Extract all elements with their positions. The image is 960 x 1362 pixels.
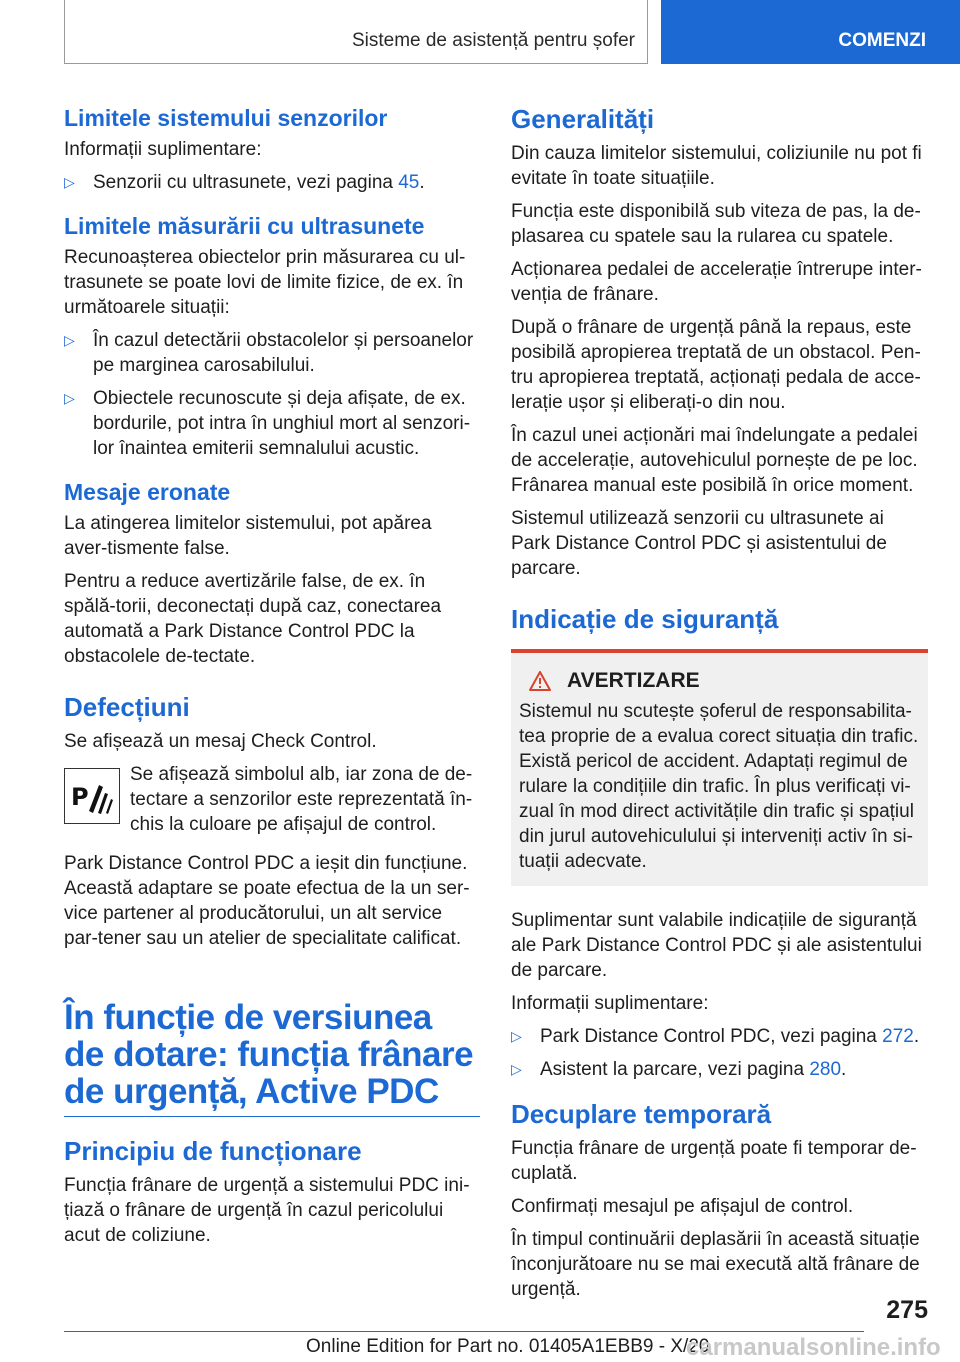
right-column [511,103,928,1310]
list-item-end: . [913,1026,920,1047]
paragraph: Informații suplimentare: [64,139,262,160]
list-item-end: . [841,1059,847,1080]
paragraph: Informații suplimentare: [511,993,709,1014]
header-chapter-label: COMENZI [838,30,926,51]
paragraph: Funcția este disponibilă sub viteza de pas, la de-plasarea cu spatele sau la rularea cu spatele. [511,201,921,247]
list-item-text: Park Distance Control PDC, vezi pagina [540,1026,883,1047]
warning-header [529,669,920,693]
paragraph: Park Distance Control PDC a ieșit din funcțiune. Această adaptare se poate efectua de la un ser-vice partener al producătorului, un alt service par-tener sau un atelier de specialitate calificat. [64,853,470,949]
heading-general: Generalități [511,104,655,134]
paragraph: Pentru a reduce avertizările false, de ex. în spălă-torii, deconectați după caz, conectarea automată a Park Distance Control PDC la obstacolele de-tectate. [64,571,442,667]
svg-text:P: P [71,783,89,811]
page-number: 275 [886,1296,928,1324]
heading-emergency-braking: În funcție de versiunea de dotare: funcția frânare de urgență, Active PDC [64,998,474,1111]
paragraph: Din cauza limitelor sistemului, coliziunile nu pot fi evitate în toate situațiile. [511,143,922,189]
footer-edition: Online Edition for Part no. 01405A1EBB9 - X/20 [306,1336,710,1357]
list-item [64,328,480,378]
page-link-272[interactable]: 272 [882,1026,914,1047]
header-section-box [64,0,648,64]
list-item-text: În cazul detectării obstacolelor și persoanelor pe marginea carosabilului. [93,330,474,376]
heading-malfunctions: Defecțiuni [64,692,190,722]
paragraph: Funcția frânare de urgență a sistemului PDC ini-țiază o frânare de urgență în cazul pericolului acut de coliziune. [64,1175,470,1246]
list-item-text: Obiectele recunoscute și deja afișate, de ex. bordurile, pot intra în unghiul mort al senzori-lor înaintea emiterii semnalului acustic. [93,388,471,459]
park-distance-control-icon [64,768,120,824]
paragraph: Suplimentar sunt valabile indicațiile de siguranță ale Park Distance Control PDC și ale asistentului de parcare. [511,910,922,981]
page-link-45[interactable]: 45 [398,172,420,193]
paragraph: Confirmați mesajul pe afișajul de control. [511,1196,854,1217]
heading-ultrasonic-limits: Limitele măsurării cu ultrasunete [64,213,425,239]
list-item [511,1024,928,1049]
warning-text: Sistemul nu scutește șoferul de responsabilita-tea proprie de a evalua corect situația din trafic. Există pericol de accident. Adaptați regimul de rulare la condițiile din trafic. În plus verificați vi-zual în mod direct activitățile din trafic și spațiul din jurul autovehiculului și interveniți activ în si-tuații adecvate. [519,701,919,872]
pdc-icon-description: Se afișează simbolul alb, iar zona de de-tectare a senzorilor este reprezentată în-chis la culoare pe afișajul de control. [130,764,473,835]
paragraph: La atingerea limitelor sistemului, pot apărea aver-tismente false. [64,513,432,559]
header-chapter-tab [661,0,960,64]
triangle-bullet-icon: ▷ [511,1061,522,1077]
list-item-text: Senzorii cu ultrasunete, vezi pagina [93,172,399,193]
heading-safety-note: Indicație de siguranță [511,604,779,634]
paragraph: După o frânare de urgență până la repaus, este posibilă apropierea treptată de un obstacol. Pen-tru apropierea treptată, acționați pedala de acce-lerație ușor și eliberați-o din nou. [511,317,921,413]
list-item [64,170,480,195]
warning-box [511,649,928,886]
list-item-text: Asistent la parcare, vezi pagina [540,1059,810,1080]
paragraph: Acționarea pedalei de accelerație întrerupe inter-venția de frânare. [511,259,922,305]
bullet-list [64,328,480,461]
paragraph: Recunoașterea obiectelor prin măsurarea cu ul-trasunete se poate lovi de limite fizice, de ex. în următoarele situații: [64,247,466,318]
paragraph: Sistemul utilizează senzorii cu ultrasunete ai Park Distance Control PDC și asistentului de parcare. [511,508,887,579]
footer-rule [64,1331,864,1332]
bullet-list [511,1024,928,1082]
paragraph: Se afișează un mesaj Check Control. [64,731,377,752]
paragraph: În timpul continuării deplasării în această situație înconjurătoare nu se mai execută altă frânare de urgență. [511,1229,920,1300]
warning-title: AVERTIZARE [567,669,700,692]
watermark: carmanualsonline.info [686,1334,941,1361]
heading-sensor-limits: Limitele sistemului senzorilor [64,105,388,131]
list-item [64,386,480,461]
heading-rule [64,1116,480,1117]
left-column [64,103,480,1256]
bullet-list [64,170,480,195]
triangle-bullet-icon: ▷ [64,332,75,348]
list-item-end: . [419,172,425,193]
triangle-bullet-icon: ▷ [64,174,75,190]
warning-triangle-icon [529,671,551,691]
heading-operating-principle: Principiu de funcționare [64,1136,362,1166]
triangle-bullet-icon: ▷ [64,390,75,406]
page-link-280[interactable]: 280 [809,1059,842,1080]
triangle-bullet-icon: ▷ [511,1028,522,1044]
heading-false-messages: Mesaje eronate [64,479,231,505]
paragraph: În cazul unei acționări mai îndelungate a pedalei de accelerație, autovehiculul pornește de pe loc. Frânarea manual este posibilă în orice moment. [511,425,918,496]
heading-temporary-deactivation: Decuplare temporară [511,1099,772,1129]
header-section-title: Sisteme de asistență pentru șofer [351,30,635,51]
list-item [511,1057,928,1082]
paragraph: Funcția frânare de urgență poate fi temporar de-cuplată. [511,1138,917,1184]
pdc-icon-row [64,762,480,837]
